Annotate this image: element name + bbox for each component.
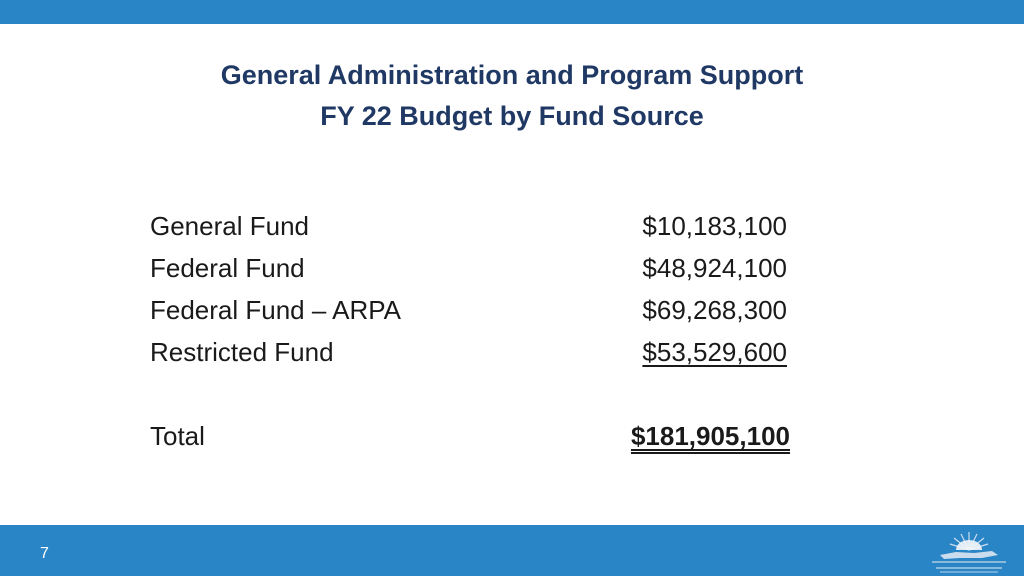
fund-amount: $53,529,600 <box>642 337 787 367</box>
row-spacer <box>150 373 790 415</box>
bottom-bar <box>0 525 1024 576</box>
fund-amount: $69,268,300 <box>642 295 787 325</box>
fund-label: Restricted Fund <box>150 337 334 367</box>
fund-label: General Fund <box>150 211 309 241</box>
top-bar <box>0 0 1024 24</box>
total-amount: $181,905,100 <box>630 421 790 451</box>
fund-row <box>150 289 790 331</box>
kentucky-seal-logo-icon <box>926 528 1012 574</box>
fund-amount: $10,183,100 <box>642 211 787 241</box>
title-line-2: FY 22 Budget by Fund Source <box>320 101 704 131</box>
fund-amount: $48,924,100 <box>642 253 787 283</box>
fund-row <box>150 205 790 247</box>
total-label: Total <box>150 421 205 451</box>
total-row <box>150 415 790 457</box>
fund-row <box>150 247 790 289</box>
fund-row <box>150 331 790 373</box>
slide-title <box>0 55 1024 137</box>
fund-label: Federal Fund <box>150 253 305 283</box>
title-line-1: General Administration and Program Support <box>220 60 804 90</box>
page-number: 7 <box>40 545 49 562</box>
fund-table <box>150 205 790 457</box>
fund-label: Federal Fund – ARPA <box>150 295 401 325</box>
